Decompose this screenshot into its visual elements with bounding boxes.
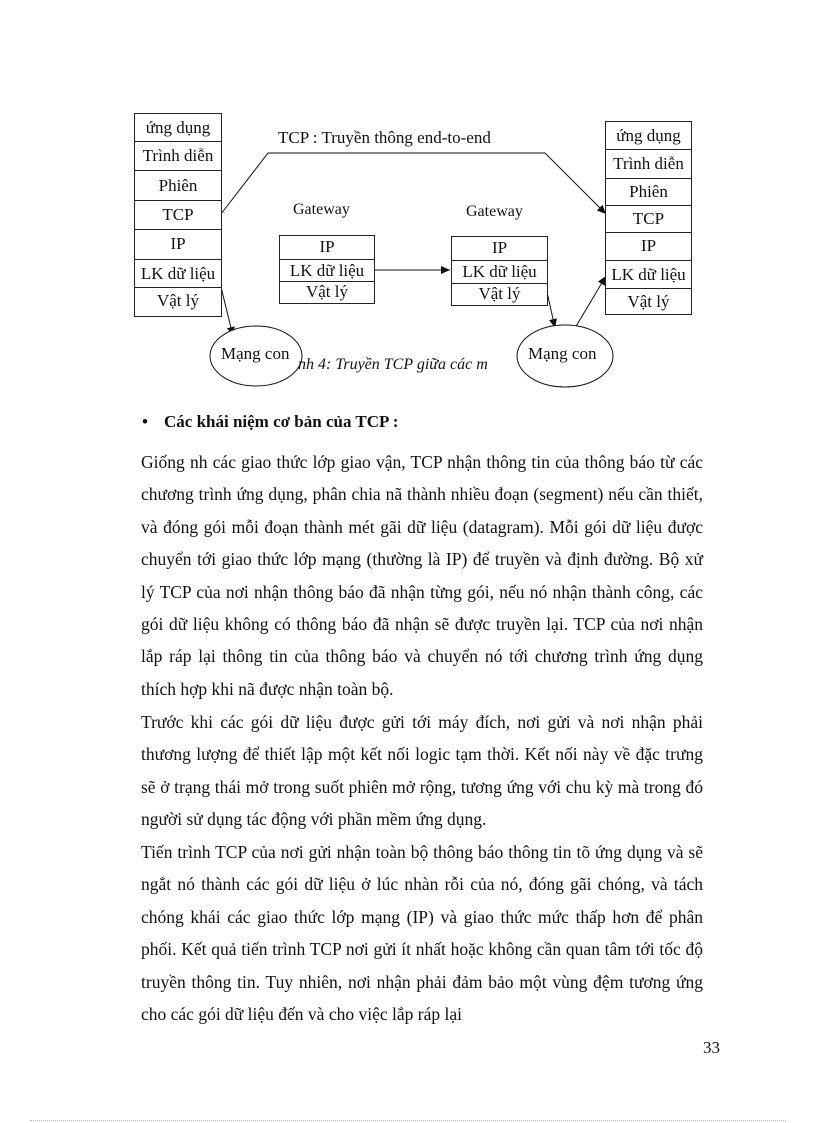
left-layer-tcp: TCP <box>134 200 222 230</box>
paragraph-2: Trước khi các gói dữ liệu được gửi tới máy đích, nơi gửi và nơi nhận phải thương lượng để thiết lập một kết nối logic tạm thời. Kết nối này về đặc trưng sẽ ở trạng thái mở trong suốt phiên mở rộng, tương ứng với chu kỳ mà trong đó người sử dụng tác động với phần mềm ứng dụng. <box>141 712 703 830</box>
right-layer-session: Phiên <box>605 178 692 206</box>
gateway-1-layer-ip: IP <box>279 235 375 260</box>
gateway-1-layer-datalink: LK dữ liệu <box>279 259 375 282</box>
right-layer-physical: Vật lý <box>605 288 692 315</box>
section-heading-text: Các khái niệm cơ bản của TCP : <box>164 412 399 431</box>
gateway-2-layer-ip: IP <box>451 236 548 261</box>
right-layer-presentation: Trình diễn <box>605 149 692 179</box>
left-layer-application: ứng dụng <box>134 113 222 142</box>
left-to-subnet-arrow <box>221 287 233 336</box>
left-layer-session: Phiên <box>134 170 222 201</box>
subnet-left-label: Mạng con <box>221 344 290 363</box>
gateway-1-layer-physical: Vật lý <box>279 281 375 304</box>
figure-caption: nh 4: Truyền TCP giữa các m <box>298 356 488 373</box>
gateway-2-layer-datalink: LK dữ liệu <box>451 260 548 284</box>
paragraph-1: Giống nh các giao thức lớp giao vận, TCP nhận thông tin của thông báo từ các chương trình ứng dụng, phân chia nã thành nhiều đoạn (segment) nếu cần thiết, và đóng gói mỗi đoạn thành mét gãi dữ liệu (datagram). Mỗi gói dữ liệu được chuyển tới giao thức lớp mạng (thường là IP) để truyền và định đường. Bộ xử lý TCP của nơi nhận thông báo đã nhận từng gói, nếu nó nhận thành công, các gói dữ liệu không có thông báo đã nhận sẽ được truyền lại. TCP của nơi nhận lắp ráp lại thông tin của thông báo và chuyển nó tới chương trình ứng dụng thích hợp khi nã được nhận toàn bộ. <box>141 452 703 699</box>
right-layer-datalink: LK dữ liệu <box>605 260 692 289</box>
left-layer-presentation: Trình diễn <box>134 141 222 171</box>
subnet-right-label: Mạng con <box>528 344 597 363</box>
page-number: 33 <box>703 1038 720 1057</box>
right-layer-application: ứng dụng <box>605 121 692 150</box>
diagram-connectors <box>0 0 816 400</box>
footer-rule <box>30 1120 786 1121</box>
gateway-to-subnet-arrow <box>547 292 555 328</box>
subnet-to-right-arrow <box>575 276 606 328</box>
left-layer-physical: Vật lý <box>134 287 222 317</box>
tcp-end-to-end-label: TCP : Truyền thông end-to-end <box>278 128 491 147</box>
gateway-1-label: Gateway <box>293 201 350 218</box>
right-layer-tcp: TCP <box>605 205 692 233</box>
gateway-2-label: Gateway <box>466 203 523 220</box>
section-heading <box>142 412 398 432</box>
bullet-icon: • <box>142 412 148 431</box>
tcp-end-to-end-line <box>221 153 606 214</box>
left-layer-datalink: LK dữ liệu <box>134 259 222 288</box>
left-layer-ip: IP <box>134 229 222 260</box>
tcp-diagram <box>0 0 816 400</box>
paragraph-3: Tiến trình TCP của nơi gửi nhận toàn bộ thông báo thông tin tõ ứng dụng và sẽ ngắt nó thành các gói dữ liệu ở lúc nhàn rỗi của nó, đóng gãi chóng, và tách chóng khái các giao thức lớp mạng (IP) và giao thức mức thấp hơn để phân phối. Kết quả tiến trình TCP nơi gửi ít nhất hoặc không cần quan tâm tới tốc độ truyền thông tin. Tuy nhiên, nơi nhận phải đảm bảo một vùng đệm tương ứng cho các gói dữ liệu đến và cho việc lắp ráp lại <box>141 842 703 1025</box>
right-layer-ip: IP <box>605 232 692 261</box>
gateway-2-layer-physical: Vật lý <box>451 283 548 306</box>
